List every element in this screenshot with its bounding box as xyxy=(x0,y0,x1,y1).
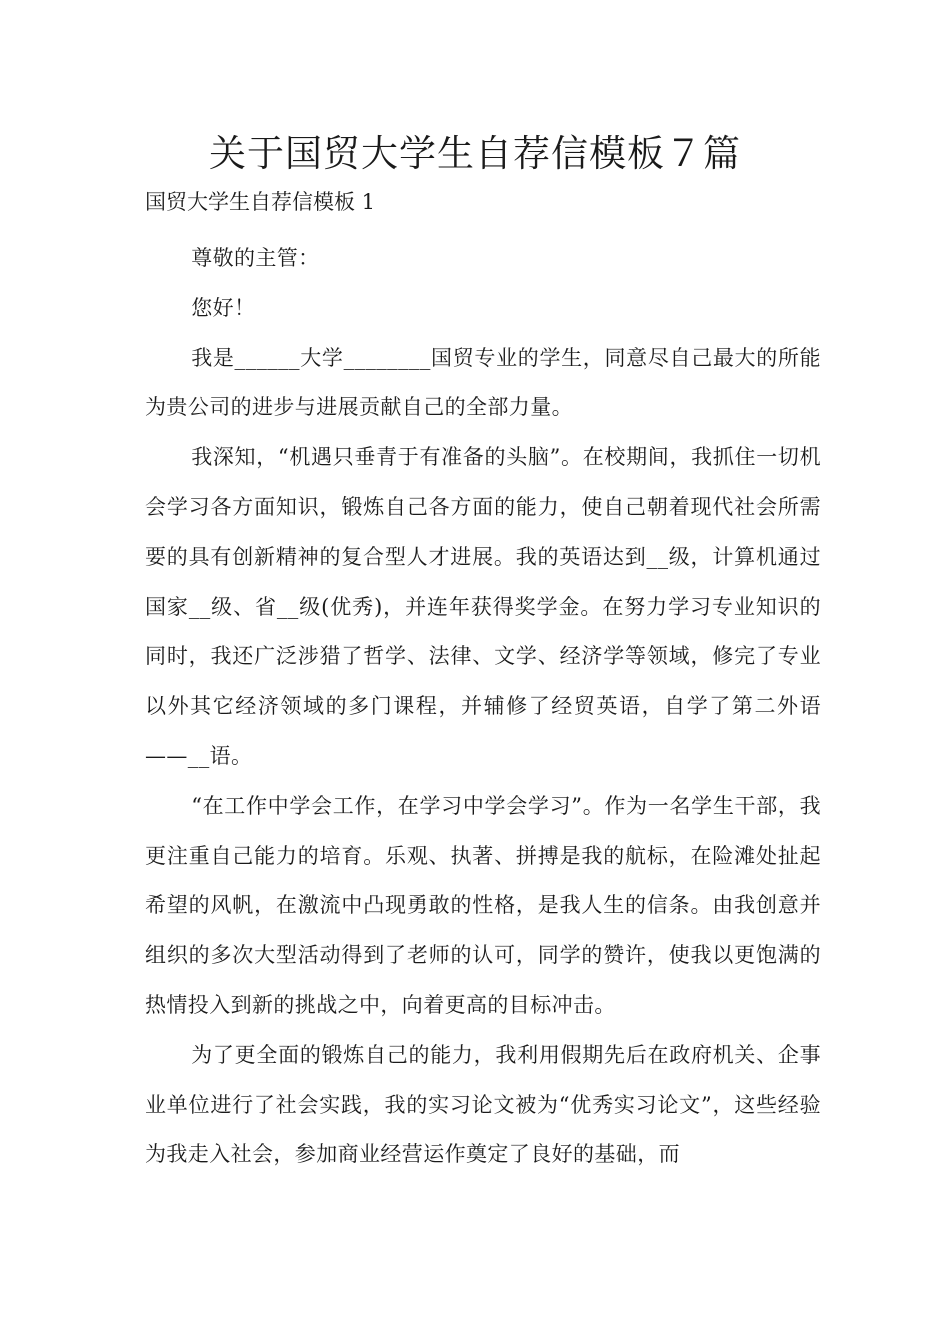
greeting: 您好！ xyxy=(191,295,256,320)
section-heading: 国贸大学生自荐信模板 1 xyxy=(145,190,376,214)
paragraph: 我深知，“机遇只垂青于有准备的头脑”。在校期间，我抓住一切机会学习各方面知识，锻炼自己各方面的能力，使自己朝着现代社会所需要的具有创新精神的复合型人才进展。我的英语达到__级，计算机通过国家__级、省__级(优秀)，并连年获得奖学金。在努力学习专业知识的同时，我还广泛涉猎了哲学、法律、文学、经济学等领域，修完了专业以外其它经济领域的多门课程，并辅修了经贸英语，自学了第二外语——__语。 xyxy=(145,445,821,768)
salutation: 尊敬的主管： xyxy=(191,246,320,270)
paragraph: “在工作中学会工作，在学习中学会学习”。作为一名学生干部，我更注重自己能力的培育。乐观、执著、拼搏是我的航标，在险滩处扯起希望的风帆，在激流中凸现勇敢的性格，是我人生的信条。由我创意并组织的多次大型活动得到了老师的认可，同学的赞许，使我以更饱满的热情投入到新的挑战之中，向着更高的目标冲击。 xyxy=(145,793,821,1017)
paragraph: 为了更全面的锻炼自己的能力，我利用假期先后在政府机关、企事业单位进行了社会实践，我的实习论文被为“优秀实习论文”，这些经验为我走入社会，参加商业经营运作奠定了良好的基础，而 xyxy=(145,1042,821,1167)
paragraph: 我是______大学________国贸专业的学生，同意尽自己最大的所能为贵公司的进步与进展贡献自己的全部力量。 xyxy=(145,345,821,420)
letter-body xyxy=(145,234,821,1180)
document-title: 关于国贸大学生自荐信模板７篇 xyxy=(209,132,741,175)
